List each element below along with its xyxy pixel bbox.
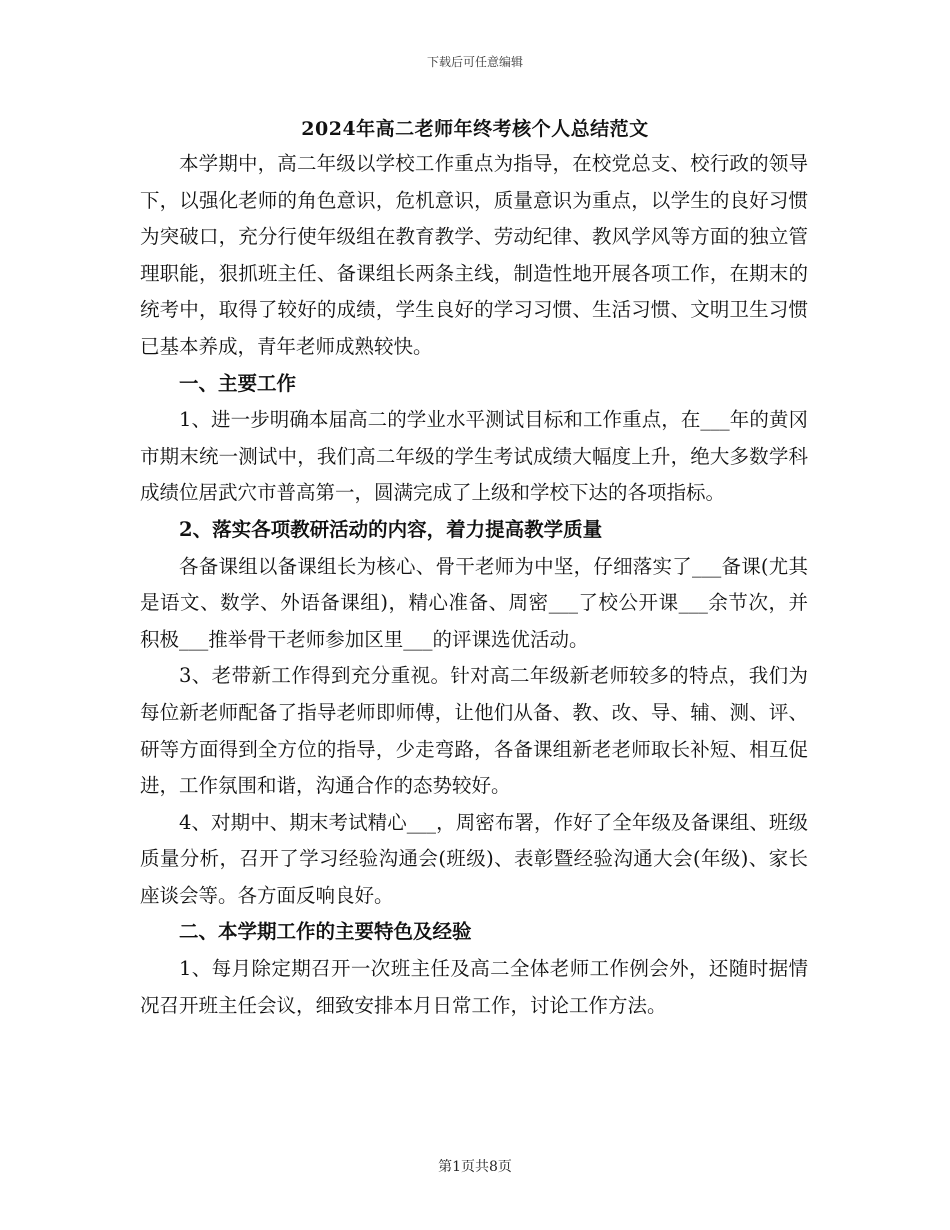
document-body	[140, 146, 808, 1024]
subheading-teaching-research: 2、落实各项教研活动的内容，着力提高教学质量	[179, 517, 603, 541]
paragraph-lesson-prep: 各备课组以备课组长为核心、骨干老师为中坚，仔细落实了___备课(尤其是语文、数学、外语备课组)，精心准备、周密___了校公开课___余节次，并积极___推举骨干老师参加区里___的评课选优活动。	[140, 554, 808, 651]
paragraph-item-4: 4、对期中、期末考试精心___，周密布署，作好了全年级及备课组、班级质量分析，召开了学习经验沟通会(班级)、表彰暨经验沟通大会(年级)、家长座谈会等。各方面反响良好。	[140, 810, 808, 907]
section-heading-main-work: 一、主要工作	[179, 371, 297, 395]
page-number-footer: 第1页共8页	[438, 1159, 512, 1175]
header-note: 下载后可任意编辑	[426, 55, 523, 69]
paragraph-item-1: 1、进一步明确本届高二的学业水平测试目标和工作重点，在___年的黄冈市期末统一测试中，我们高二年级的学生考试成绩大幅度上升，绝大多数学科成绩位居武穴市普高第一，圆满完成了上级和学校下达的各项指标。	[140, 408, 808, 505]
document-title: 2024年高二老师年终考核个人总结范文	[301, 118, 649, 140]
section-heading-features: 二、本学期工作的主要特色及经验	[179, 920, 472, 944]
intro-paragraph: 本学期中，高二年级以学校工作重点为指导，在校党总支、校行政的领导下，以强化老师的角色意识，危机意识，质量意识为重点，以学生的良好习惯为突破口，充分行使年级组在教育教学、劳动纪律、教风学风等方面的独立管理职能，狠抓班主任、备课组长两条主线，制造性地开展各项工作，在期末的统考中，取得了较好的成绩，学生良好的学习习惯、生活习惯、文明卫生习惯已基本养成，青年老师成熟较快。	[140, 152, 808, 358]
paragraph-item-3: 3、老带新工作得到充分重视。针对高二年级新老师较多的特点，我们为每位新老师配备了指导老师即师傅，让他们从备、教、改、导、辅、测、评、研等方面得到全方位的指导，少走弯路，各备课组新老老师取长补短、相互促进，工作氛围和谐，沟通合作的态势较好。	[140, 664, 808, 798]
paragraph-features-item-1: 1、每月除定期召开一次班主任及高二全体老师工作例会外，还随时据情况召开班主任会议，细致安排本月日常工作，讨论工作方法。	[140, 957, 808, 1017]
